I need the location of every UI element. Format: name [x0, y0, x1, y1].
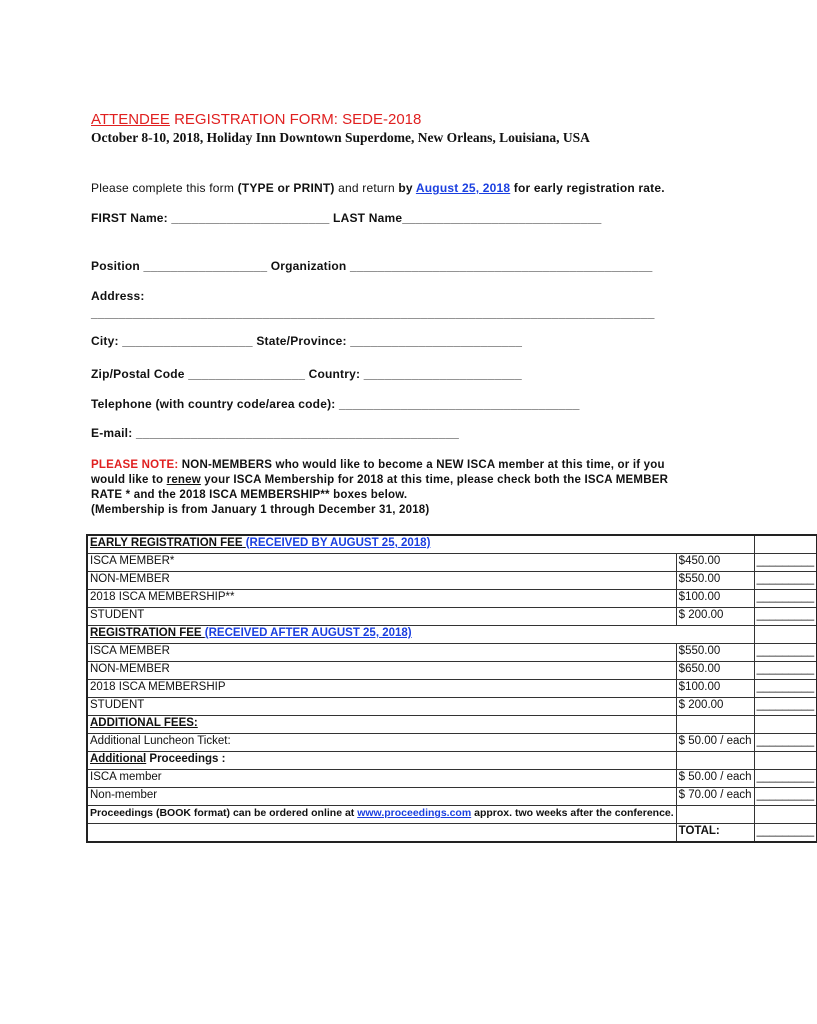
- table-row: 2018 ISCA MEMBERSHIP $100.00 _________: [88, 680, 817, 698]
- city-state-fields[interactable]: City: ___________________ State/Province: _________________________: [91, 334, 523, 348]
- deadline-link[interactable]: August 25, 2018: [415, 181, 511, 195]
- late-fee-header: REGISTRATION FEE (RECEIVED AFTER AUGUST 25, 2018): [88, 626, 755, 644]
- amount-blank[interactable]: _________: [754, 698, 817, 716]
- proceedings-header: Additional Proceedings :: [88, 752, 677, 770]
- table-row: STUDENT $ 200.00 _________: [88, 698, 817, 716]
- amount-blank[interactable]: _________: [754, 590, 817, 608]
- membership-note: PLEASE NOTE: NON-MEMBERS who would like to become a NEW ISCA member at this time, or if you would like to renew your ISCA Membership for 2018 at this time, please check both the ISCA MEMBER RATE * and the 2018 ISCA MEMBERSHIP** boxes below. (Membership is from January 1 through December 31, 2018): [91, 459, 669, 516]
- table-row: NON-MEMBER $650.00 _________: [88, 662, 817, 680]
- table-row: Additional Luncheon Ticket: $ 50.00 / each _________: [88, 734, 817, 752]
- amount-blank[interactable]: _________: [754, 680, 817, 698]
- address-label: Address:: [91, 289, 145, 303]
- fee-table: [87, 535, 817, 842]
- zip-country-fields[interactable]: Zip/Postal Code _________________ Country: _______________________: [91, 367, 522, 381]
- event-subtitle: October 8-10, 2018, Holiday Inn Downtown Superdome, New Orleans, Louisiana, USA: [91, 130, 590, 145]
- amount-blank[interactable]: _________: [754, 608, 817, 626]
- amount-blank[interactable]: _________: [754, 644, 817, 662]
- amount-blank[interactable]: _________: [754, 788, 817, 806]
- table-row: NON-MEMBER $550.00 _________: [88, 572, 817, 590]
- total-label: TOTAL:: [676, 824, 754, 842]
- amount-blank[interactable]: _________: [754, 770, 817, 788]
- proceedings-link[interactable]: www.proceedings.com: [357, 807, 472, 819]
- additional-fees-header: ADDITIONAL FEES:: [88, 716, 677, 734]
- early-fee-header: EARLY REGISTRATION FEE (RECEIVED BY AUGUST 25, 2018): [88, 536, 755, 554]
- intro-text: Please complete this form (TYPE or PRINT) and return by August 25, 2018 for early registration rate.: [91, 181, 665, 195]
- amount-blank[interactable]: _________: [754, 662, 817, 680]
- table-row: Non-member $ 70.00 / each _________: [88, 788, 817, 806]
- name-fields[interactable]: FIRST Name: _______________________ LAST Name_____________________________: [91, 211, 602, 225]
- table-row: STUDENT $ 200.00 _________: [88, 608, 817, 626]
- amount-blank[interactable]: _________: [754, 572, 817, 590]
- book-order-note: Proceedings (BOOK format) can be ordered online at www.proceedings.com approx. two weeks after the conference.: [88, 806, 677, 824]
- position-organization-fields[interactable]: Position __________________ Organization ____________________________________________: [91, 259, 653, 273]
- address-field[interactable]: __________________________________________________________________________________: [91, 306, 655, 320]
- table-row: ISCA MEMBER $550.00 _________: [88, 644, 817, 662]
- telephone-field[interactable]: Telephone (with country code/area code): ___________________________________: [91, 397, 580, 411]
- table-row: 2018 ISCA MEMBERSHIP** $100.00 _________: [88, 590, 817, 608]
- amount-blank[interactable]: _________: [754, 554, 817, 572]
- table-row: ISCA member $ 50.00 / each _________: [88, 770, 817, 788]
- email-field[interactable]: E-mail: _______________________________________________: [91, 426, 460, 440]
- form-title: ATTENDEE REGISTRATION FORM: SEDE-2018: [91, 111, 422, 128]
- amount-blank[interactable]: _________: [754, 734, 817, 752]
- total-blank[interactable]: _________: [754, 824, 817, 842]
- table-row: ISCA MEMBER* $450.00 _________: [88, 554, 817, 572]
